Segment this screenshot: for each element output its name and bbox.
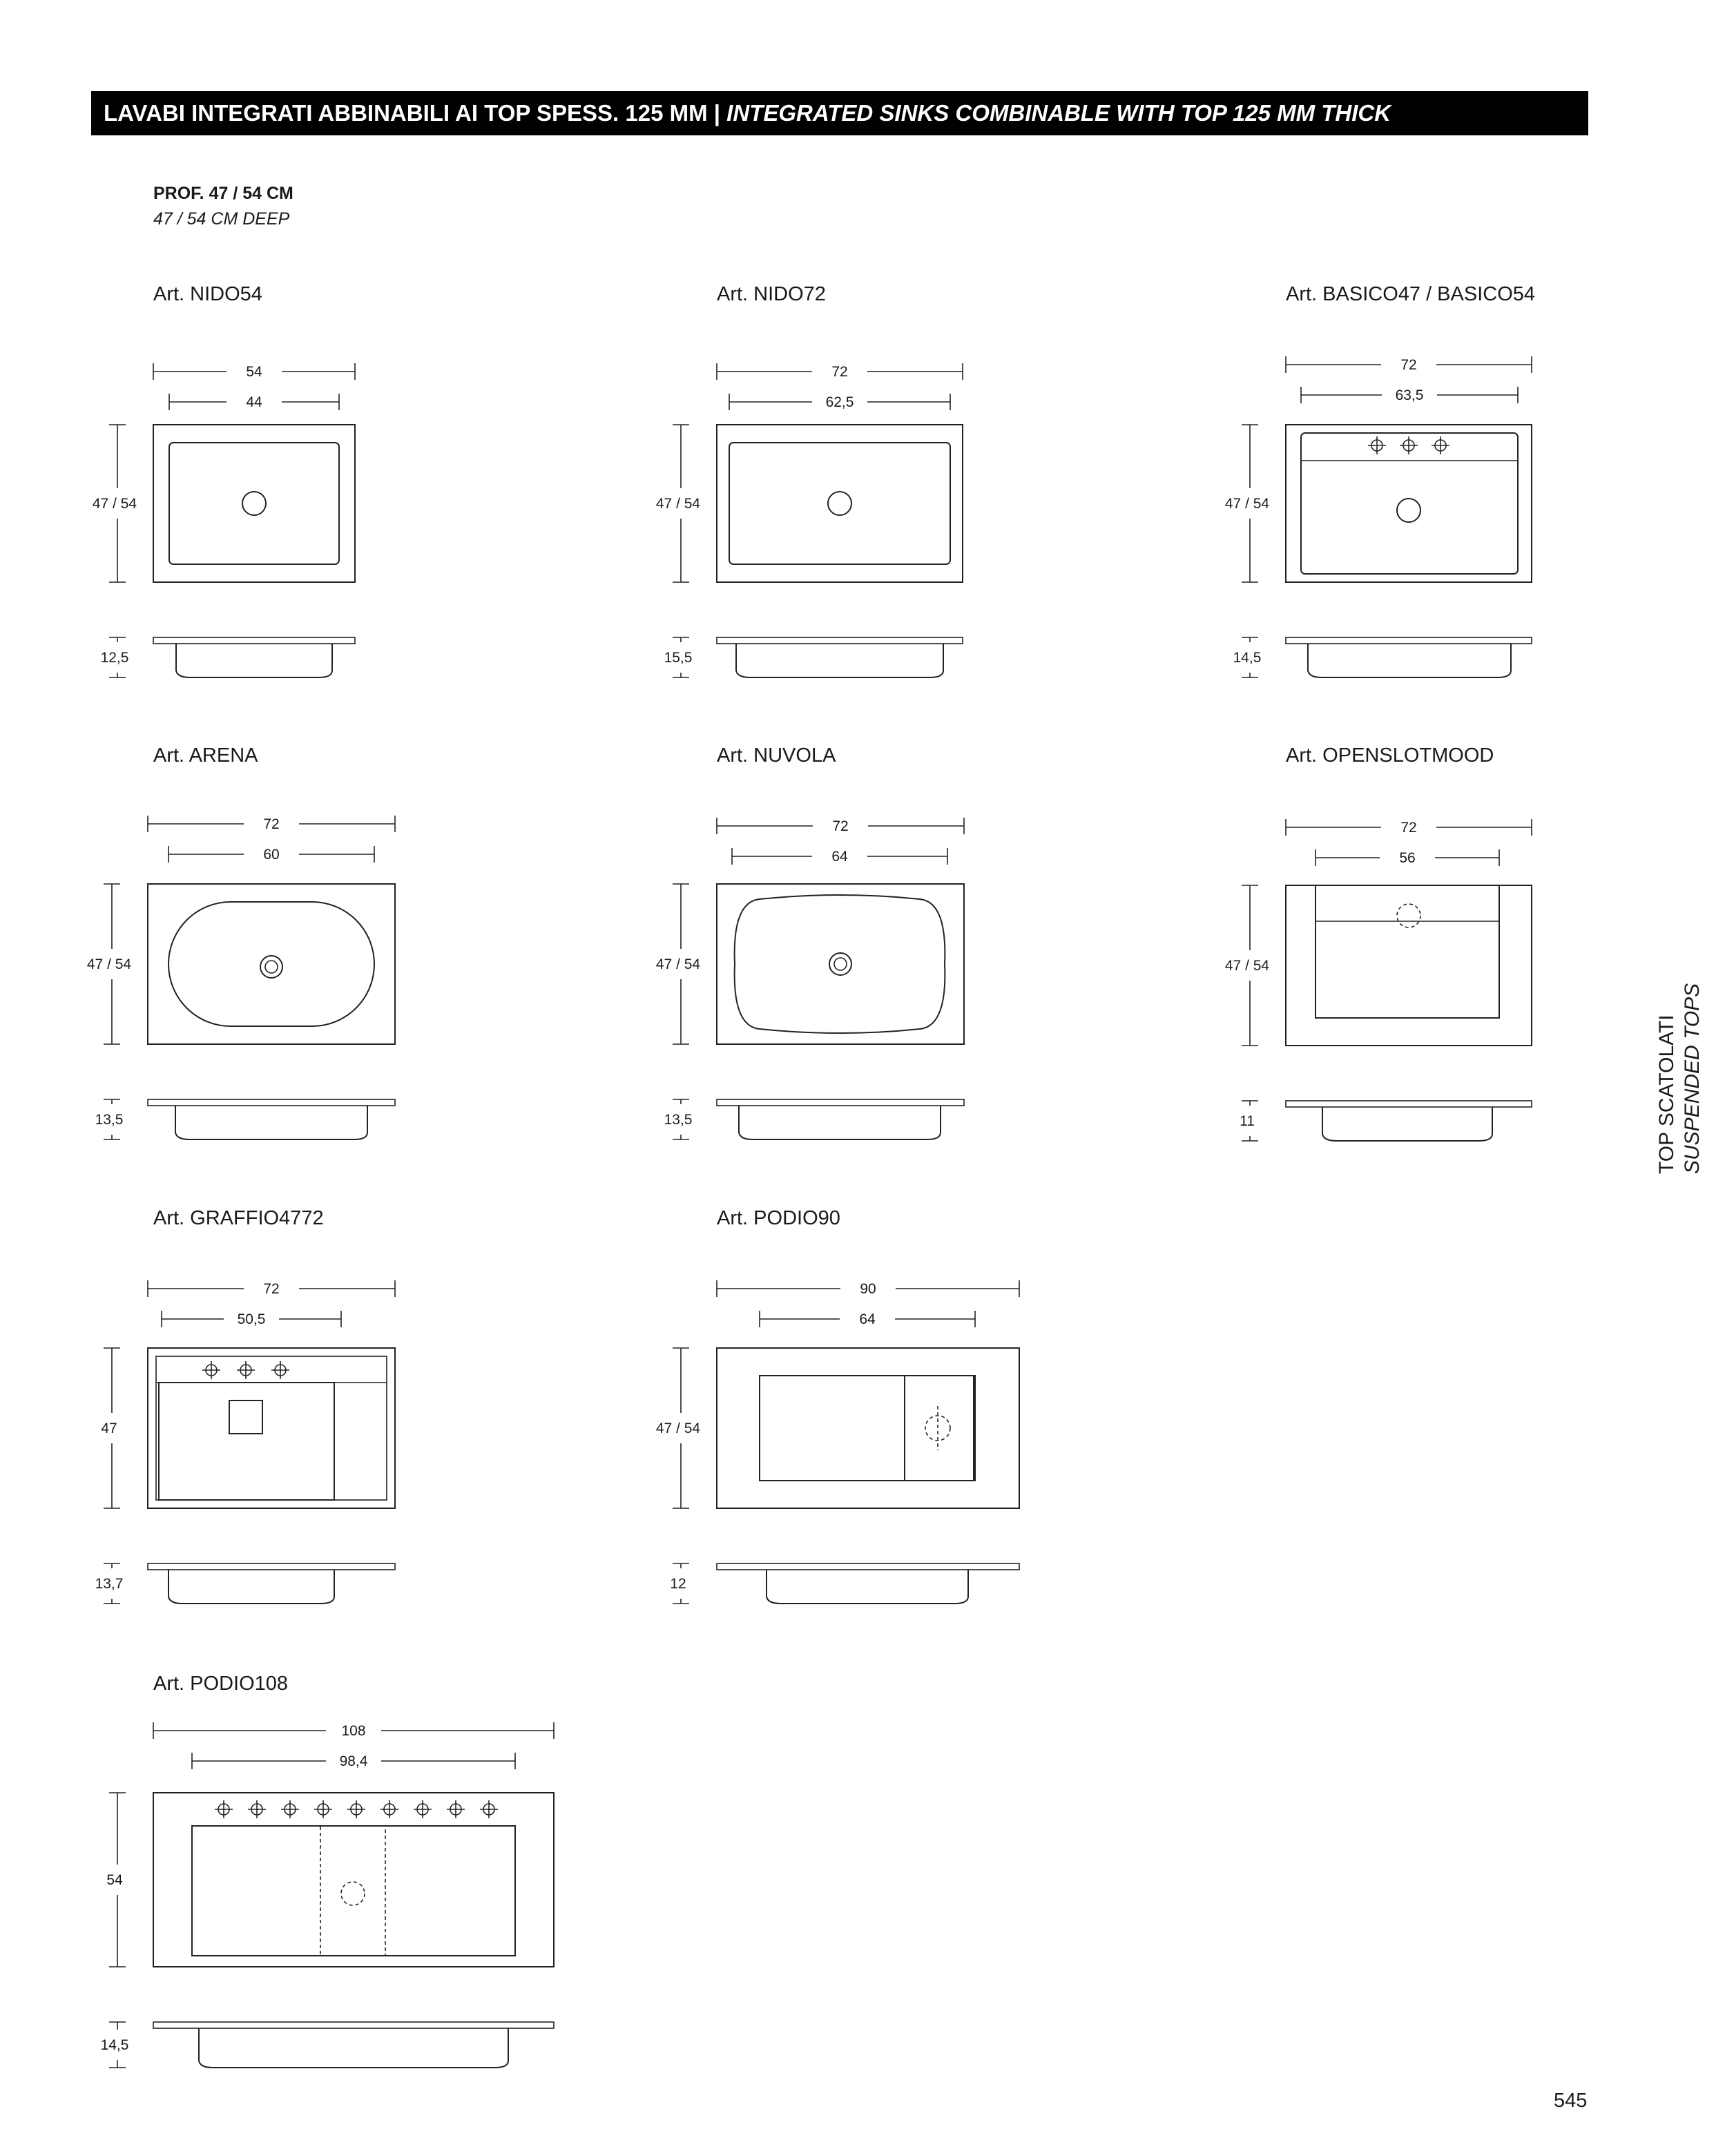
basin-outline: [1316, 885, 1499, 1018]
dimension-label: 47 / 54: [1224, 496, 1270, 512]
dimension-label: 72: [263, 816, 280, 832]
product-drawing: [101, 1722, 554, 2068]
drain-icon: [829, 953, 851, 975]
side-tab-line1: TOP SCATOLATI: [1655, 1014, 1678, 1174]
sink-plan-outline: [148, 884, 395, 1044]
profile-top: [717, 1563, 1019, 1570]
dimension-label: 44: [246, 394, 262, 410]
dimension-label: 11: [1240, 1113, 1255, 1129]
product-drawing: [87, 816, 395, 1139]
product-title: Art. GRAFFIO4772: [153, 1207, 324, 1229]
product-title: Art. BASICO47 / BASICO54: [1286, 283, 1536, 305]
product-title: Art. NIDO72: [717, 283, 826, 305]
product-drawing: [1225, 356, 1532, 677]
dimension-label: 108: [341, 1723, 366, 1739]
basin-outline: [760, 1376, 975, 1481]
profile-basin: [736, 644, 943, 677]
page-number: 545: [1554, 2090, 1588, 2112]
dimension-label: 13,5: [95, 1112, 124, 1128]
dimension-label: 60: [263, 847, 280, 863]
header-title-en: INTEGRATED SINKS COMBINABLE WITH TOP 125 MM THICK: [726, 100, 1391, 126]
drain-icon: [1397, 904, 1420, 927]
dimension-label: 72: [831, 364, 848, 380]
profile-basin: [739, 1106, 941, 1139]
profile-top: [148, 1099, 395, 1106]
sink-plan-outline: [717, 884, 964, 1044]
dimension-label: 90: [860, 1281, 876, 1297]
dimension-label: 14,5: [1233, 650, 1262, 666]
sink-plan-outline: [1286, 885, 1532, 1046]
profile-basin: [1322, 1107, 1492, 1141]
basin-outline: [729, 443, 950, 564]
dimension-label: 72: [263, 1281, 280, 1297]
dimension-label: 72: [1400, 820, 1417, 836]
drain-icon: [834, 958, 847, 970]
product-title: Art. NUVOLA: [717, 744, 836, 767]
dimension-label: 98,4: [339, 1753, 368, 1769]
dimension-label: 64: [859, 1311, 876, 1327]
profile-top: [153, 637, 355, 644]
product-drawing: [1225, 819, 1532, 1141]
profile-top: [1286, 1101, 1532, 1107]
product-drawing: [656, 1280, 1019, 1604]
profile-basin: [176, 644, 332, 677]
dimension-label: 47 / 54: [92, 496, 137, 512]
profile-basin: [1308, 644, 1511, 677]
profile-top: [1286, 637, 1532, 644]
profile-top: [148, 1563, 395, 1570]
dimension-label: 13,7: [95, 1576, 124, 1592]
dimension-label: 56: [1399, 850, 1416, 866]
profile-top: [717, 1099, 964, 1106]
dimension-label: 54: [106, 1872, 123, 1888]
dimension-label: 50,5: [237, 1311, 266, 1327]
dimension-label: 47 / 54: [86, 956, 132, 972]
profile-basin: [199, 2028, 508, 2068]
sink-plan-outline: [717, 425, 963, 582]
product-drawing: [95, 1280, 395, 1604]
dimension-label: 12: [670, 1576, 686, 1592]
profile-top: [717, 637, 963, 644]
section-depth-en: 47 / 54 CM DEEP: [153, 209, 290, 229]
sink-plan-outline: [148, 1348, 395, 1508]
dimension-label: 47 / 54: [655, 1421, 701, 1436]
side-tab-line2: SUSPENDED TOPS: [1681, 983, 1704, 1174]
dimension-label: 47 / 54: [655, 956, 701, 972]
drain-icon: [242, 492, 266, 515]
dimension-label: 54: [246, 364, 262, 380]
dimension-label: 13,5: [664, 1112, 693, 1128]
drain-icon: [260, 956, 282, 978]
sink-plan-outline: [153, 1793, 554, 1967]
sink-plan-outline: [153, 425, 355, 582]
dimension-label: 72: [832, 818, 849, 834]
product-title: Art. ARENA: [153, 744, 258, 767]
dimension-label: 72: [1400, 357, 1417, 373]
drain-icon: [265, 961, 278, 973]
dimension-label: 63,5: [1395, 387, 1424, 403]
dimension-label: 62,5: [825, 394, 854, 410]
header-title-it: LAVABI INTEGRATI ABBINABILI AI TOP SPESS. 125 MM |: [104, 100, 727, 126]
dimension-label: 64: [831, 849, 848, 865]
profile-top: [153, 2022, 554, 2028]
cover-panel: [320, 1826, 385, 1956]
cover-panel: [905, 1376, 974, 1481]
drain-icon: [1397, 499, 1420, 522]
basin-outline: [735, 895, 945, 1033]
dimension-label: 47 / 54: [655, 496, 701, 512]
dimension-label: 14,5: [100, 2037, 129, 2053]
profile-basin: [168, 1570, 334, 1604]
profile-basin: [175, 1106, 367, 1139]
dimension-label: 15,5: [664, 650, 693, 666]
basin-outline: [169, 443, 339, 564]
basin-outline: [168, 902, 374, 1026]
side-tab: [1654, 856, 1716, 1174]
drain-icon: [229, 1401, 262, 1434]
product-title: Art. PODIO108: [153, 1673, 289, 1695]
product-title: Art. OPENSLOTMOOD: [1286, 744, 1494, 767]
dimension-label: 47 / 54: [1224, 958, 1270, 974]
profile-basin: [767, 1570, 968, 1604]
drain-icon: [341, 1882, 365, 1905]
product-drawing: [656, 818, 964, 1139]
product-drawing: [93, 363, 355, 677]
drain-icon: [828, 492, 851, 515]
dimension-label: 12,5: [100, 650, 129, 666]
product-title: Art. PODIO90: [717, 1207, 840, 1229]
product-drawing: [656, 363, 963, 677]
basin-outline: [192, 1826, 515, 1956]
product-title: Art. NIDO54: [153, 283, 262, 305]
section-depth-it: PROF. 47 / 54 CM: [153, 184, 293, 203]
dimension-label: 47: [101, 1421, 117, 1436]
basin-outline: [1301, 433, 1518, 574]
basin-outline: [156, 1356, 387, 1500]
